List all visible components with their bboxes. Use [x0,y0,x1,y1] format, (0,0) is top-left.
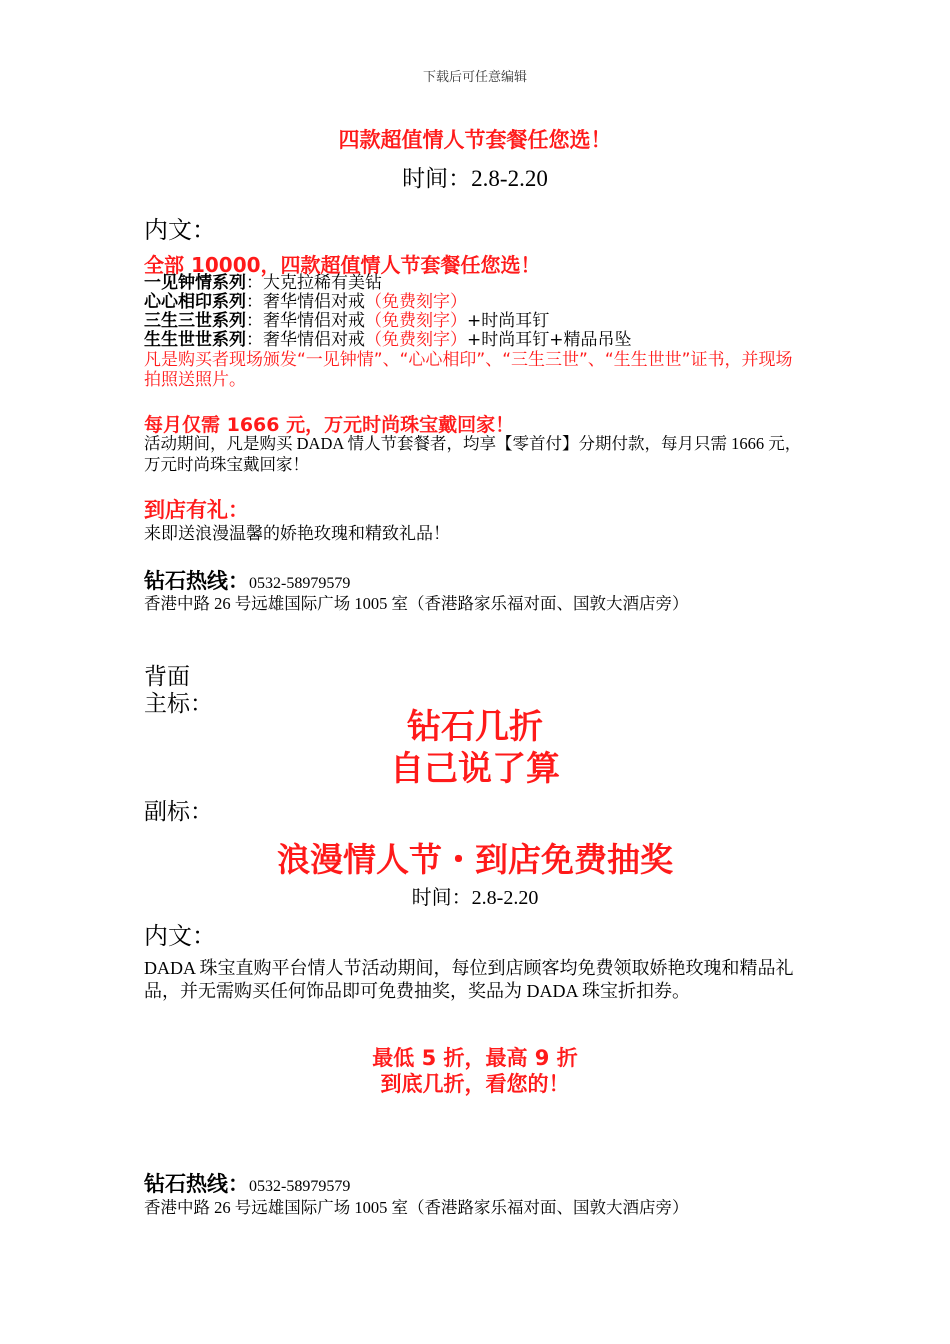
front-time-label: 时间： [402,166,472,192]
back-body-text: DADA 珠宝直购平台情人节活动期间，每位到店顾客均免费领取娇艳玫瑰和精品礼品，并无需购买任何饰品即可免费抽奖，奖品为 DADA 珠宝折扣券。 [144,958,794,1001]
front-time-value: 2.8-2.20 [471,166,548,191]
series-name: 一见钟情系列 [144,273,246,293]
series-name: 三生三世系列 [144,311,246,331]
series-extra: +时尚耳钉 [467,311,550,331]
series-item [144,312,632,331]
series-item [144,274,632,293]
series-free-engraving: （免费刻字） [365,311,467,331]
front-offer-title: 全部 10000，四款超值情人节套餐任您选！ [144,253,541,277]
hotline-number: 0532-58979579 [249,1178,351,1195]
back-time-value: 2.8-2.20 [471,887,539,909]
monthly-body: 活动期间，凡是购买 DADA 情人节套餐者，均享【零首付】分期付款，每月只需 1666 元，万元时尚珠宝戴回家！ [144,434,802,474]
header-note: 下载后可任意编辑 [422,69,527,84]
series-sep: ： [246,330,263,350]
hotline-label: 钻石热线： [144,569,249,593]
monthly-title: 每月仅需 1666 元，万元时尚珠宝戴回家！ [144,414,515,436]
series-sep: ： [246,273,263,293]
back-address: 香港中路 26 号远雄国际广场 1005 室（香港路家乐福对面、国敦大酒店旁） [144,1198,689,1217]
series-name: 心心相印系列 [144,292,246,312]
gift-title: 到店有礼： [144,498,249,522]
back-body-label: 内文： [144,922,216,950]
front-address: 香港中路 26 号远雄国际广场 1005 室（香港路家乐福对面、国敦大酒店旁） [144,594,689,613]
gift-body: 来即送浪漫温馨的娇艳玫瑰和精致礼品！ [144,524,450,544]
back-time-label: 时间： [411,885,472,909]
front-body-label: 内文： [144,216,216,244]
back-main-title [0,706,950,790]
series-item [144,331,632,350]
series-free-engraving: （免费刻字） [365,292,467,312]
series-desc: 大克拉稀有美钻 [263,273,382,293]
certificate-note: 凡是购买者现场颁发“一见钟情”、“心心相印”、“三生三世”、“生生世世”证书，并现场拍照送照片。 [144,350,793,390]
series-sep: ： [246,311,263,331]
back-time [0,881,950,910]
series-name: 生生世世系列 [144,330,246,350]
back-sub-title: 浪漫情人节・到店免费抽奖 [277,840,673,879]
series-desc: 奢华情侣对戒 [263,292,365,312]
series-sep: ： [246,292,263,312]
hotline-number: 0532-58979579 [249,575,351,592]
back-main-label: 主标： [144,691,213,717]
series-desc: 奢华情侣对戒 [263,330,365,350]
back-sub-label: 副标： [144,799,213,825]
series-extra: +时尚耳钉+精品吊坠 [467,330,632,350]
series-free-engraving: （免费刻字） [365,330,467,350]
front-time [0,160,950,193]
back-section-label: 背面 [144,664,190,690]
main-title-line2: 自己说了算 [390,749,560,789]
front-headline: 四款超值情人节套餐任您选！ [338,128,612,152]
series-desc: 奢华情侣对戒 [263,311,365,331]
main-title-line1: 钻石几折 [407,707,543,747]
series-list [144,274,632,350]
discount-line1: 最低 5 折，最高 9 折 [372,1046,578,1070]
hotline-label: 钻石热线： [144,1172,249,1196]
discount-line2: 到底几折，看您的！ [380,1072,570,1096]
series-item [144,293,632,312]
discount-block [0,1045,950,1097]
